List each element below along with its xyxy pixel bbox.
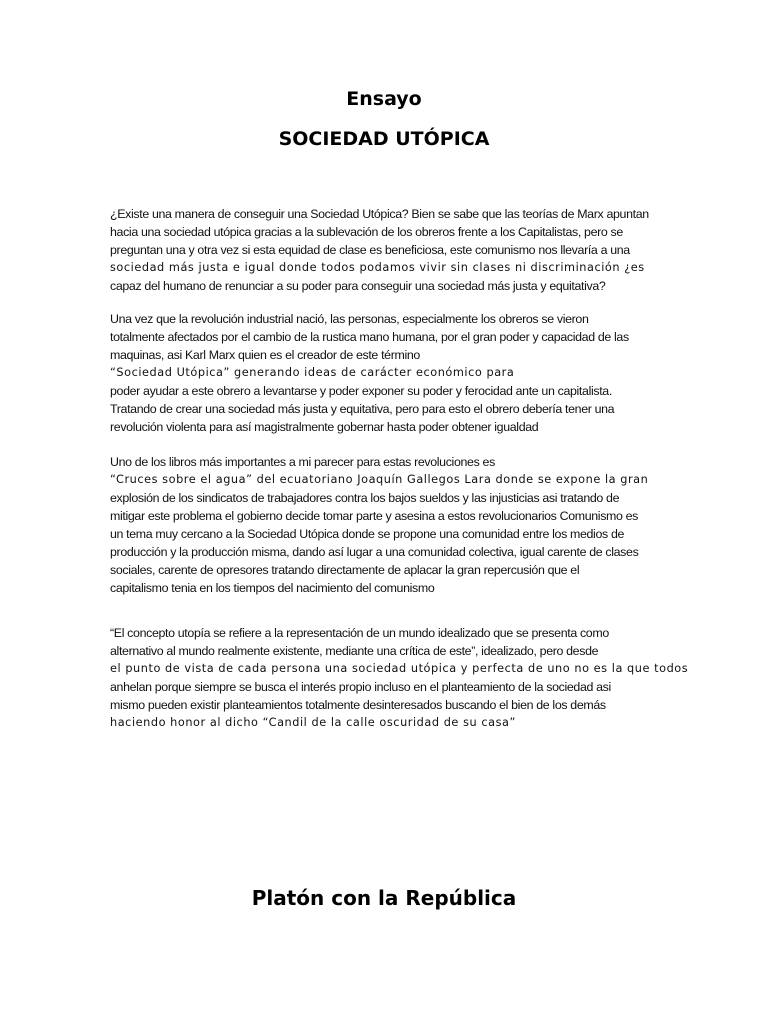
paragraph-line: mitigar este problema el gobierno decide tomar parte y asesina a estos revolucionarios Comunismo es — [110, 509, 639, 523]
paragraph-line: producción y la producción misma, dando así lugar a una comunidad colectiva, igual carente de clases — [110, 545, 639, 559]
paragraph-line: Tratando de crear una sociedad más justa y equitativa, pero para esto el obrero debería tener una — [110, 402, 615, 416]
paragraph-1 — [110, 205, 670, 295]
paragraph-line: revolución violenta para así magistralmente gobernar hasta poder obtener igualdad — [110, 420, 539, 434]
paragraph-2 — [110, 310, 670, 436]
paragraph-line: ¿Existe una manera de conseguir una Sociedad Utópica? Bien se sabe que las teorías de Marx apuntan — [110, 207, 649, 221]
section-heading-platon: Platón con la República — [251, 886, 517, 910]
paragraph-line: alternativo al mundo realmente existente, mediante una crítica de este”, idealizado, pero desde — [110, 644, 599, 658]
paragraph-line: un tema muy cercano a la Sociedad Utópica donde se propone una comunidad entre los medios de — [110, 527, 625, 541]
paragraph-line: explosión de los sindicatos de trabajadores contra los bajos sueldos y las injusticias asi tratando de — [110, 491, 620, 505]
paragraph-line: maquinas, asi Karl Marx quien es el creador de este término — [110, 348, 420, 362]
paragraph-line: “Cruces sobre el agua” del ecuatoriano Joaquín Gallegos Lara donde se expone la gran — [110, 473, 649, 486]
paragraph-line: anhelan porque siempre se busca el interés propio incluso en el planteamiento de la sociedad asi — [110, 680, 611, 694]
paragraph-line: totalmente afectados por el cambio de la rustica mano humana, por el gran poder y capacidad de las — [110, 330, 629, 344]
paragraph-4 — [110, 624, 689, 732]
paragraph-line: sociedad más justa e igual donde todos podamos vivir sin clases ni discriminación ¿es — [110, 261, 645, 274]
paragraph-3 — [110, 453, 670, 597]
paragraph-line: Una vez que la revolución industrial nació, las personas, especialmente los obreros se vieron — [110, 312, 589, 326]
paragraph-line: preguntan una y otra vez si esta equidad de clase es beneficiosa, este comunismo nos llevaría a una — [110, 243, 630, 257]
paragraph-line: Uno de los libros más importantes a mi parecer para estas revoluciones es — [110, 455, 495, 469]
paragraph-line: capitalismo tenia en los tiempos del nacimiento del comunismo — [110, 581, 435, 595]
paragraph-line: hacia una sociedad utópica gracias a la sublevación de los obreros frente a los Capitalistas, pero se — [110, 225, 623, 239]
paragraph-line: el punto de vista de cada persona una sociedad utópica y perfecta de uno no es la que todos — [110, 662, 689, 675]
document-title: SOCIEDAD UTÓPICA — [278, 128, 490, 150]
paragraph-line: “El concepto utopía se refiere a la representación de un mundo idealizado que se presenta como — [110, 626, 609, 640]
paragraph-line: “Sociedad Utópica” generando ideas de carácter económico para — [110, 366, 515, 379]
document-heading-ensayo: Ensayo — [346, 88, 422, 110]
paragraph-line: poder ayudar a este obrero a levantarse y poder exponer su poder y ferocidad ante un capitalista. — [110, 384, 612, 398]
paragraph-line: sociales, carente de opresores tratando directamente de aplacar la gran repercusión que el — [110, 563, 580, 577]
paragraph-line: haciendo honor al dicho “Candil de la calle oscuridad de su casa” — [110, 716, 516, 729]
paragraph-line: mismo pueden existir planteamientos totalmente desinteresados buscando el bien de los demás — [110, 698, 606, 712]
paragraph-line: capaz del humano de renunciar a su poder para conseguir una sociedad más justa y equitativa? — [110, 279, 606, 293]
